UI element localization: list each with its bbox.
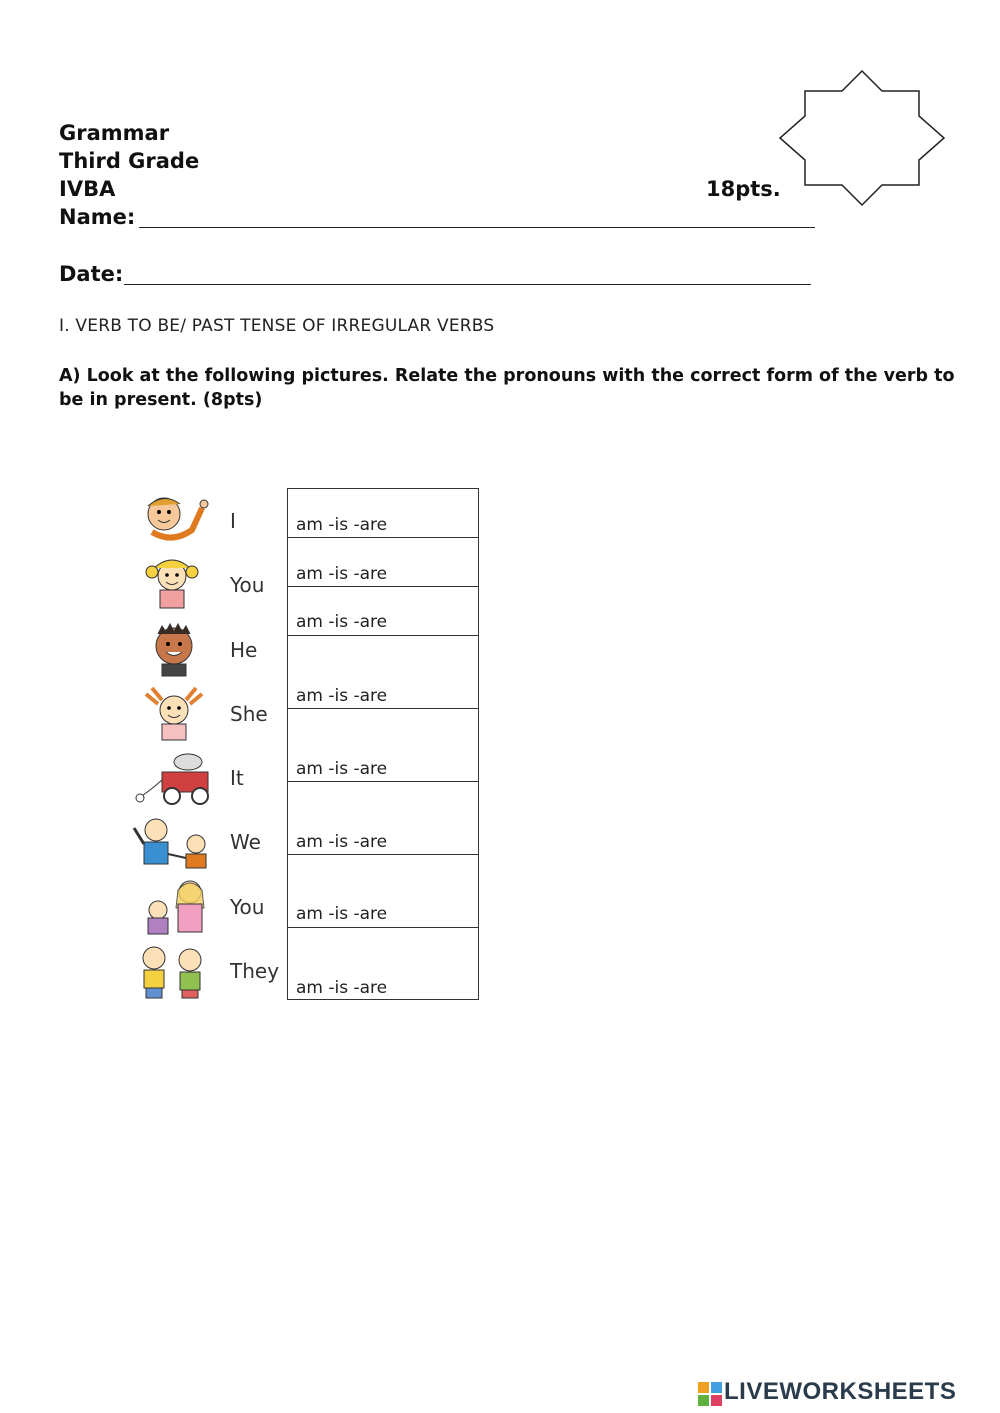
pronoun-you-plural: You (230, 895, 265, 919)
pronoun-i: I (230, 509, 236, 533)
date-label: Date: (59, 262, 124, 286)
boy-brown-icon (132, 620, 218, 680)
option-text[interactable]: am -is -are (296, 832, 388, 852)
grade-label: Third Grade (59, 149, 200, 173)
name-label: Name: (59, 205, 136, 229)
option-text[interactable]: am -is -are (296, 686, 388, 706)
pronoun-you: You (230, 573, 265, 597)
liveworksheets-logo-icon (698, 1382, 722, 1406)
date-field[interactable] (124, 284, 811, 285)
pronoun-they: They (230, 959, 280, 983)
girl-pigtails-icon (132, 554, 218, 614)
unit-label: IVBA (59, 177, 116, 201)
option-text[interactable]: am -is -are (296, 759, 388, 779)
pronoun-it: It (230, 766, 244, 790)
subject-label: Grammar (59, 121, 170, 145)
pronoun-we: We (230, 830, 261, 854)
dog-wagon-icon (132, 750, 218, 810)
option-text[interactable]: am -is -are (296, 904, 388, 924)
option-text[interactable]: am -is -are (296, 515, 388, 535)
option-text[interactable]: am -is -are (296, 564, 388, 584)
section-title: I. VERB TO BE/ PAST TENSE OF IRREGULAR VERBS (59, 316, 495, 336)
exercise-instruction: A) Look at the following pictures. Relate the pronouns with the correct form of the verb to be in present. (8pts) (59, 366, 955, 410)
girl-orange-hair-icon (132, 684, 218, 744)
name-field[interactable] (139, 227, 815, 228)
score-star-shape (776, 68, 948, 208)
liveworksheets-brand: LIVEWORKSHEETS (724, 1378, 957, 1405)
option-text[interactable]: am -is -are (296, 612, 388, 632)
points-label: 18pts. (706, 177, 781, 201)
girls-group-icon (132, 878, 218, 938)
two-boys-icon (132, 814, 218, 874)
pronoun-she: She (230, 702, 268, 726)
option-text[interactable]: am -is -are (296, 978, 388, 998)
boy-waving-icon (132, 488, 218, 548)
pronoun-he: He (230, 638, 258, 662)
two-kids-icon (132, 942, 218, 1002)
